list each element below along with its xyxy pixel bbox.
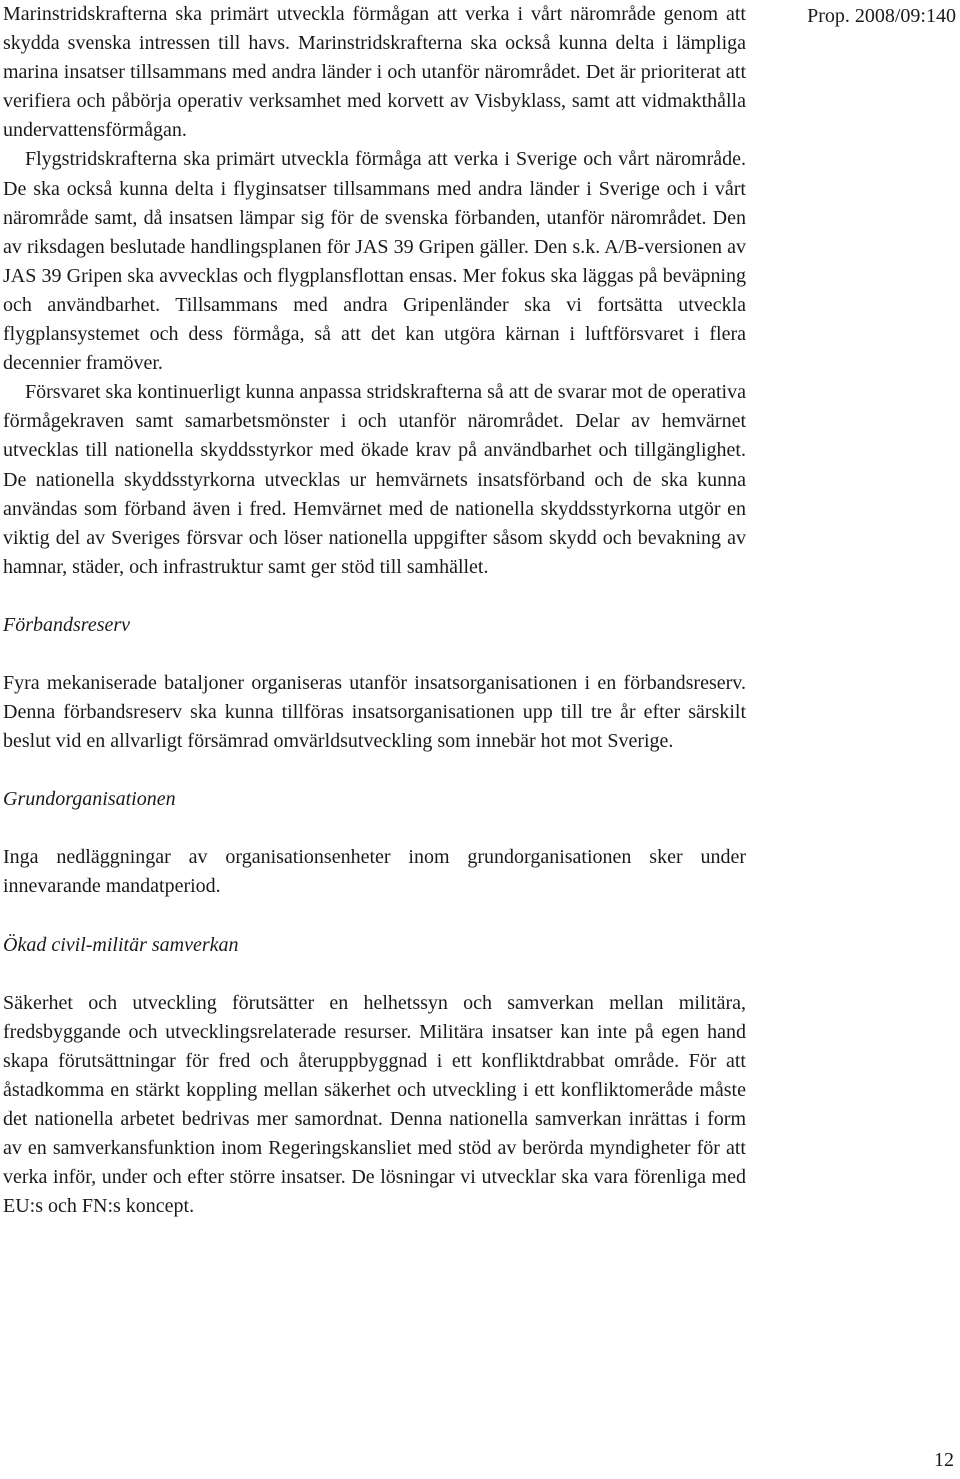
section-heading-forbandsreserv: Förbandsreserv: [3, 613, 131, 636]
paragraph-marinstridskrafterna: Marinstridskrafterna ska primärt utveckla förmågan att verka i vårt närområde genom att skydda svenska intressen till havs. Marinstridskrafterna ska också kunna delta i lämpliga marina insatser tillsammans med andra länder i och utanför närområdet. Det är prioriterat att verifiera och påbörja operativ verksamhet med korvett av Visbyklass, samt att vidmakthålla undervattensförmågan.: [3, 3, 746, 142]
document-body: [3, 0, 746, 1221]
paragraph-flygstridskrafterna: Flygstridskrafterna ska primärt utveckla förmåga att verka i Sverige och vårt närområde. De ska också kunna delta i flyginsatser tillsammans med andra länder i Sverige och i vårt närområde samt, då insatsen lämpar sig för de svenska förbanden, utanför närområdet. Den av riksdagen beslutade handlingsplanen för JAS 39 Gripen gäller. Den s.k. A/B-versionen av JAS 39 Gripen ska avvecklas och flygplansflottan ensas. Mer fokus ska läggas på beväpning och användbarhet. Tillsammans med andra Gripenländer ska vi fortsätta utveckla flygplansystemet och dess förmåga, så att det kan utgöra kärnan i luftförsvaret i flera decennier framöver.: [3, 148, 746, 375]
section-text-forbandsreserv: Fyra mekaniserade bataljoner organiseras utanför insatsorganisationen i en förbandsreserv. Denna förbandsreserv ska kunna tillföras insatsorganisationen upp till tre år efter särskilt beslut vid en allvarligt försämrad omvärldsutveckling som innebär hot mot Sverige.: [3, 671, 746, 753]
section-heading-grundorganisationen: Grundorganisationen: [3, 788, 176, 811]
section-text-civil-militar-samverkan: Säkerhet och utveckling förutsätter en helhetssyn och samverkan mellan militära, fredsbyggande och utvecklingsrelaterade resurser. Militära insatser kan inte på egen hand skapa förutsättningar för fred och återuppbyggnad i ett konfliktdrabbat område. För att åstadkomma en stärkt koppling mellan säkerhet och utveckling i ett konfliktomeråde måste det nationella arbetet bedrivas mer samordnat. Denna nationella samverkan inrättas i form av en samverkansfunktion inom Regeringskansliet med stöd av berörda myndigheter för att verka inför, under och efter större insatser. De lösningar vi utvecklar ska vara förenliga med EU:s och FN:s koncept.: [3, 991, 746, 1218]
paragraph-forsvaret: Försvaret ska kontinuerligt kunna anpassa stridskrafterna så att de svarar mot de operativa förmågekraven samt samarbetsmönster i och utanför närområdet. Delar av hemvärnet utvecklas till nationella skyddsstyrkor med ökade krav på användbarhet och tillgänglighet. De nationella skyddsstyrkorna utvecklas ur hemvärnets insatsförband och de ska kunna användas som förband även i fred. Hemvärnet med de nationella skyddsstyrkorna utgör en viktig del av Sveriges försvar och löser nationella uppgifter såsom skydd och bevakning av hamnar, städer, och infrastruktur samt ger stöd till samhället.: [3, 381, 746, 578]
section-heading-civil-militar-samverkan: Ökad civil-militär samverkan: [3, 933, 239, 956]
page-number: 12: [934, 1449, 954, 1471]
section-text-grundorganisationen: Inga nedläggningar av organisationsenheter inom grundorganisationen sker under innevarande mandatperiod.: [3, 846, 746, 898]
document-reference: Prop. 2008/09:140: [807, 5, 956, 27]
